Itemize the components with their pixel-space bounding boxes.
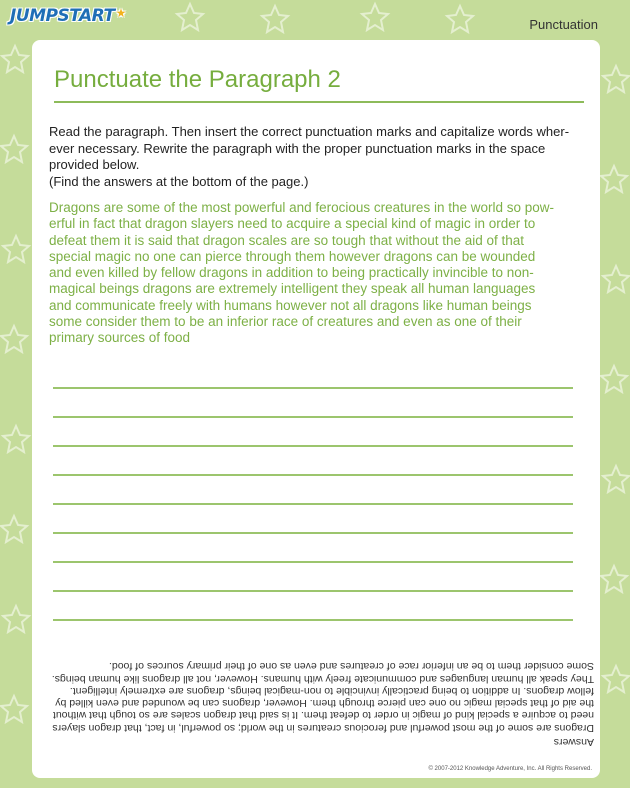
instructions bbox=[49, 124, 589, 190]
instruction-line: provided below. bbox=[49, 157, 140, 172]
title-divider bbox=[54, 101, 584, 103]
writing-line[interactable] bbox=[53, 445, 573, 447]
logo-text: JUMPSTART bbox=[10, 6, 115, 26]
passage-line: and even killed by fellow dragons in addition to being practically invincible to non- bbox=[49, 265, 534, 281]
instruction-line: Read the paragraph. Then insert the correct punctuation marks and capitalize words wher- bbox=[49, 124, 570, 139]
answer-line: fellow dragons. In addition to being practically invincible to non-magical beings, dragons are extremely intelligent. bbox=[69, 684, 594, 697]
answer-line: the aid of that special magic no one can pierce through them. However, dragons can be wounded and even killed by bbox=[55, 697, 594, 710]
passage-line: defeat them it is said that dragon scales are so tough that without the aid of that bbox=[49, 232, 525, 248]
writing-line[interactable] bbox=[53, 416, 573, 418]
category-label: Punctuation bbox=[529, 17, 598, 32]
jumpstart-logo bbox=[10, 6, 126, 26]
writing-line[interactable] bbox=[53, 561, 573, 563]
passage-line: magical beings dragons are extremely intelligent they speak all human languages bbox=[49, 281, 536, 297]
instruction-line: (Find the answers at the bottom of the page.) bbox=[49, 173, 309, 189]
answers-label: Answers bbox=[553, 736, 594, 748]
logo-star-icon: ★ bbox=[115, 6, 126, 20]
instruction-line: ever necessary. Rewrite the paragraph with the proper punctuation marks in the space bbox=[49, 140, 546, 156]
answer-line: They speak all human languages and communicate freely with humans. However, not all dragons like human beings. bbox=[51, 672, 594, 685]
copyright: © 2007-2012 Knowledge Adventure, Inc. All Rights Reserved. bbox=[428, 766, 592, 772]
writing-line[interactable] bbox=[53, 387, 573, 389]
unpunctuated-passage bbox=[49, 200, 589, 347]
passage-line: some consider them to be an inferior race of creatures and even as one of their bbox=[49, 314, 522, 330]
page-title: Punctuate the Paragraph 2 bbox=[54, 66, 341, 93]
writing-line[interactable] bbox=[53, 619, 573, 621]
answers-upside-down bbox=[49, 622, 594, 748]
writing-line[interactable] bbox=[53, 590, 573, 592]
worksheet-card bbox=[32, 40, 600, 778]
writing-line[interactable] bbox=[53, 532, 573, 534]
passage-line: Dragons are some of the most powerful and ferocious creatures in the world so pow- bbox=[49, 200, 554, 215]
passage-line: special magic no one can pierce through them however dragons can be wounded bbox=[49, 248, 536, 264]
passage-line: primary sources of food bbox=[49, 330, 191, 346]
answer-line: need to acquire a special kind of magic in order to defeat them. It is said that dragon scales are so tough that without bbox=[52, 709, 594, 722]
writing-line[interactable] bbox=[53, 503, 573, 505]
writing-line[interactable] bbox=[53, 474, 573, 476]
passage-line: erful in fact that dragon slayers need to acquire a special kind of magic in order to bbox=[49, 216, 536, 232]
passage-line: and communicate freely with humans however not all dragons like human beings bbox=[49, 297, 532, 313]
answer-line: Dragons are some of the most powerful and ferocious creatures in the world; so powerful, in fact, that dragon slayers bbox=[52, 721, 594, 734]
answer-line: Some consider them to be an inferior race of creatures and even as one of their primary sources of food. bbox=[108, 660, 594, 673]
